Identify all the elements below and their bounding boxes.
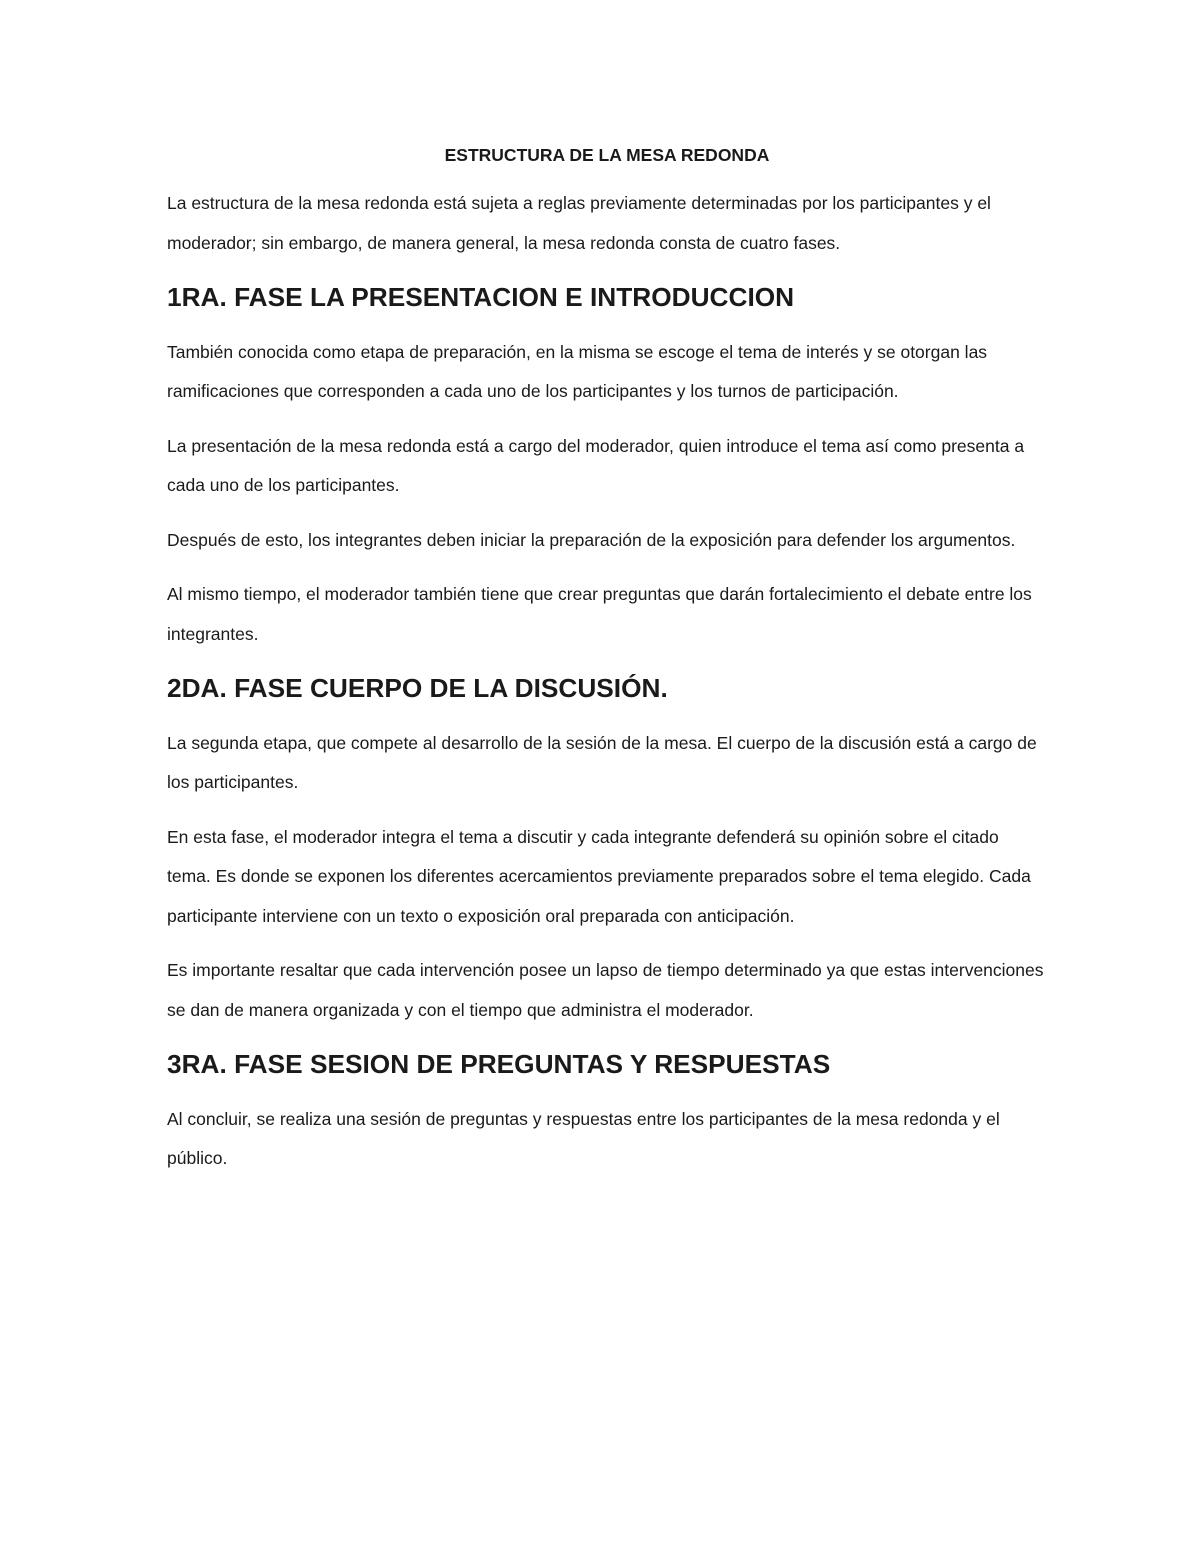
- section-2-paragraph-2: En esta fase, el moderador integra el tema a discutir y cada integrante defenderá su opinión sobre el citado tema. Es donde se exponen los diferentes acercamientos previamente preparados sobre el tema elegido. Cada participante interviene con un texto o exposición oral preparada con anticipación.: [167, 826, 1031, 926]
- section-1-paragraph-4: Al mismo tiempo, el moderador también tiene que crear preguntas que darán fortalecimiento el debate entre los integrantes.: [167, 584, 1032, 644]
- section-2-paragraph-3: Es importante resaltar que cada intervención posee un lapso de tiempo determinado ya que estas intervenciones se dan de manera organizada y con el tiempo que administra el moderador.: [167, 960, 1044, 1020]
- document-body: [167, 140, 1047, 1194]
- section-2-heading: 2DA. FASE CUERPO DE LA DISCUSIÓN.: [167, 673, 668, 703]
- section-1-paragraph-2: La presentación de la mesa redonda está a cargo del moderador, quien introduce el tema así como presenta a cada uno de los participantes.: [167, 435, 1025, 495]
- section-1-paragraph-1: También conocida como etapa de preparación, en la misma se escoge el tema de interés y se otorgan las ramificaciones que corresponden a cada uno de los participantes y los turnos de participación.: [167, 341, 988, 401]
- section-1-heading: 1RA. FASE LA PRESENTACION E INTRODUCCION: [167, 282, 795, 312]
- section-2-paragraph-1: La segunda etapa, que compete al desarrollo de la sesión de la mesa. El cuerpo de la discusión está a cargo de los participantes.: [167, 732, 1037, 792]
- intro-paragraph: La estructura de la mesa redonda está sujeta a reglas previamente determinadas por los participantes y el moderador; sin embargo, de manera general, la mesa redonda consta de cuatro fases.: [167, 193, 991, 253]
- section-1-paragraph-3: Después de esto, los integrantes deben iniciar la preparación de la exposición para defender los argumentos.: [167, 529, 1016, 550]
- section-3-paragraph-1: Al concluir, se realiza una sesión de preguntas y respuestas entre los participantes de la mesa redonda y el público.: [167, 1108, 1000, 1168]
- document-title: ESTRUCTURA DE LA MESA REDONDA: [444, 145, 770, 165]
- section-3-heading: 3RA. FASE SESION DE PREGUNTAS Y RESPUESTAS: [167, 1049, 831, 1079]
